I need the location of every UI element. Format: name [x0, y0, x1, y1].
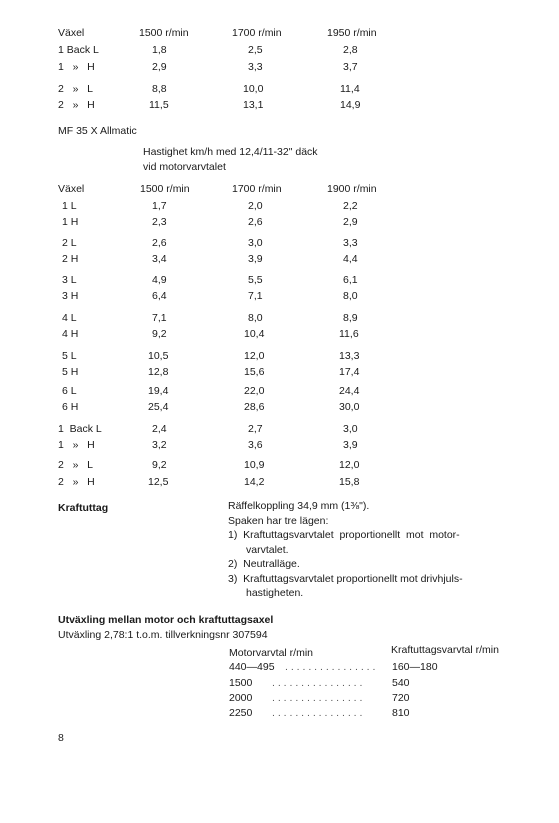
table2-header-rpm2: 1700 r/min: [232, 183, 282, 195]
table2-cell: 5,5: [248, 274, 263, 286]
table2-cell: 12,0: [339, 459, 360, 471]
table2-row-gear: 3 H: [62, 290, 79, 302]
table1-row-gear: 2 » H: [58, 99, 95, 111]
kraftuttag-line: Spaken har tre lägen:: [228, 514, 329, 527]
table2-cell: 25,4: [148, 401, 169, 413]
table2-cell: 4,4: [343, 253, 358, 265]
table2-cell: 3,9: [343, 439, 358, 451]
table2-row-gear: 4 H: [62, 328, 79, 340]
table1-header-rpm3: 1950 r/min: [327, 27, 377, 39]
table2-cell: 13,3: [339, 350, 360, 362]
table1-cell: 8,8: [152, 83, 167, 95]
table2-cell: 3,0: [248, 237, 263, 249]
table1-cell: 11,4: [340, 83, 360, 95]
table2-cell: 19,4: [148, 385, 169, 397]
table2-cell: 22,0: [244, 385, 265, 397]
kraftuttagsvarvtal-value: 160—180: [392, 661, 438, 673]
kraftuttag-line: Räffelkoppling 34,9 mm (1⅜").: [228, 500, 370, 512]
table2-row-gear: 5 H: [62, 366, 79, 378]
table2-cell: 2,3: [152, 216, 167, 228]
table1-header-rpm1: 1500 r/min: [139, 27, 189, 39]
table1-header-gear: Växel: [58, 27, 85, 39]
table2-cell: 30,0: [339, 401, 360, 413]
table2-cell: 2,4: [152, 423, 167, 435]
speed-caption-line2: vid motorvarvtalet: [143, 161, 226, 173]
table2-cell: 2,2: [343, 200, 358, 212]
motorvarvtal-value: 2000: [229, 692, 253, 704]
table2-cell: 14,2: [244, 476, 265, 488]
motorvarvtal-value: 440—495: [229, 661, 275, 673]
table2-cell: 17,4: [339, 366, 360, 378]
table2-row-gear: 2 » H: [58, 476, 95, 488]
table2-cell: 1,7: [152, 200, 167, 212]
dot-leader: . . . . . . . . . . . . . . . .: [272, 692, 363, 704]
table2-cell: 2,9: [343, 216, 358, 228]
table2-cell: 3,4: [152, 253, 167, 265]
table1-cell: 2,9: [152, 61, 167, 73]
table2-cell: 6,1: [343, 274, 358, 286]
table2-cell: 2,6: [248, 216, 263, 228]
motorvarvtal-value: 2250: [229, 707, 253, 719]
kraftuttagsvarvtal-value: 720: [392, 692, 410, 704]
kraftuttagsvarvtal-value: 810: [392, 707, 410, 719]
kraftuttag-line: 3) Kraftuttagsvarvtalet proportionellt mot drivhjuls-: [228, 572, 463, 585]
table2-cell: 12,5: [148, 476, 169, 488]
table1-row-gear: 2 » L: [58, 83, 94, 95]
kraftuttag-line: hastigheten.: [246, 587, 304, 599]
table2-row-gear: 2 H: [62, 253, 79, 265]
table2-row-gear: 1 Back L: [58, 423, 102, 435]
table2-cell: 15,8: [339, 476, 360, 488]
table2-cell: 4,9: [152, 274, 167, 286]
table2-header-rpm1: 1500 r/min: [140, 183, 190, 195]
table2-cell: 10,4: [244, 328, 265, 340]
table2-row-gear: 4 L: [62, 312, 77, 324]
table2-cell: 3,6: [248, 439, 263, 451]
kraftuttag-line: 2) Neutralläge.: [228, 558, 300, 570]
table2-cell: 9,2: [152, 328, 167, 340]
table1-row-gear: 1 » H: [58, 61, 95, 73]
table2-cell: 2,6: [152, 237, 167, 249]
table1-cell: 13,1: [243, 99, 264, 111]
kraftuttag-line: varvtalet.: [246, 543, 289, 556]
table1-cell: 3,3: [248, 61, 263, 73]
table2-row-gear: 1 L: [62, 200, 77, 212]
speed-caption-line1: Hastighet km/h med 12,4/11-32" däck: [143, 146, 318, 158]
table2-header-gear: Växel: [58, 183, 85, 195]
motorvarvtal-header: Motorvarvtal r/min: [229, 647, 314, 659]
table2-cell: 3,9: [248, 253, 263, 265]
table2-cell: 8,9: [343, 312, 358, 324]
table2-cell: 8,0: [343, 290, 358, 302]
table1-cell: 11,5: [149, 99, 169, 111]
kraftuttag-label: Kraftuttag: [58, 502, 109, 514]
utvaxling-heading: Utväxling mellan motor och kraftuttagsaxel: [58, 614, 274, 626]
table1-cell: 10,0: [243, 83, 264, 95]
table2-cell: 24,4: [339, 385, 360, 397]
table2-cell: 6,4: [152, 290, 167, 302]
table2-row-gear: 3 L: [62, 274, 77, 286]
kraftuttagsvarvtal-header: Kraftuttagsvarvtal r/min: [391, 644, 499, 656]
table2-cell: 3,0: [343, 423, 358, 435]
kraftuttag-text: [228, 499, 528, 601]
table2-row-gear: 6 L: [62, 385, 77, 397]
table2-row-gear: 2 L: [62, 237, 77, 249]
table2-cell: 12,0: [244, 350, 265, 362]
table2-row-gear: 1 » H: [58, 439, 95, 451]
table2-cell: 9,2: [152, 459, 167, 471]
table1-cell: 2,5: [248, 44, 263, 56]
table2-cell: 11,6: [339, 328, 359, 340]
table1-cell: 2,8: [343, 44, 358, 56]
table2-cell: 7,1: [152, 312, 167, 324]
table2-cell: 15,6: [244, 366, 265, 378]
table1-cell: 3,7: [343, 61, 358, 73]
table2-row-gear: 6 H: [62, 401, 79, 413]
table2-cell: 3,2: [152, 439, 167, 451]
table2-cell: 7,1: [248, 290, 263, 302]
table2-cell: 3,3: [343, 237, 358, 249]
dot-leader: . . . . . . . . . . . . . . . .: [285, 661, 376, 673]
table2-cell: 10,5: [148, 350, 169, 362]
table2-row-gear: 1 H: [62, 216, 79, 228]
dot-leader: . . . . . . . . . . . . . . . .: [272, 707, 363, 719]
table1-cell: 1,8: [152, 44, 167, 56]
table2-cell: 28,6: [244, 401, 265, 413]
table2-row-gear: 5 L: [62, 350, 77, 362]
table2-cell: 12,8: [148, 366, 169, 378]
dot-leader: . . . . . . . . . . . . . . . .: [272, 677, 363, 689]
table1-header-rpm2: 1700 r/min: [232, 27, 282, 39]
table1-row-gear: 1 Back L: [58, 44, 99, 56]
motorvarvtal-value: 1500: [229, 677, 253, 689]
table2-cell: 2,7: [248, 423, 263, 435]
table2-row-gear: 2 » L: [58, 459, 94, 471]
kraftuttagsvarvtal-value: 540: [392, 677, 410, 689]
table2-cell: 2,0: [248, 200, 263, 212]
table2-cell: 10,9: [244, 459, 265, 471]
page-number: 8: [58, 732, 64, 744]
utvaxling-subheading: Utväxling 2,78:1 t.o.m. tillverkningsnr 307594: [58, 629, 268, 641]
table2-header-rpm3: 1900 r/min: [327, 183, 377, 195]
table2-cell: 8,0: [248, 312, 263, 324]
kraftuttag-line: 1) Kraftuttagsvarvtalet proportionellt mot motor-: [228, 529, 460, 541]
table1-cell: 14,9: [340, 99, 361, 111]
model-title: MF 35 X Allmatic: [58, 125, 137, 137]
